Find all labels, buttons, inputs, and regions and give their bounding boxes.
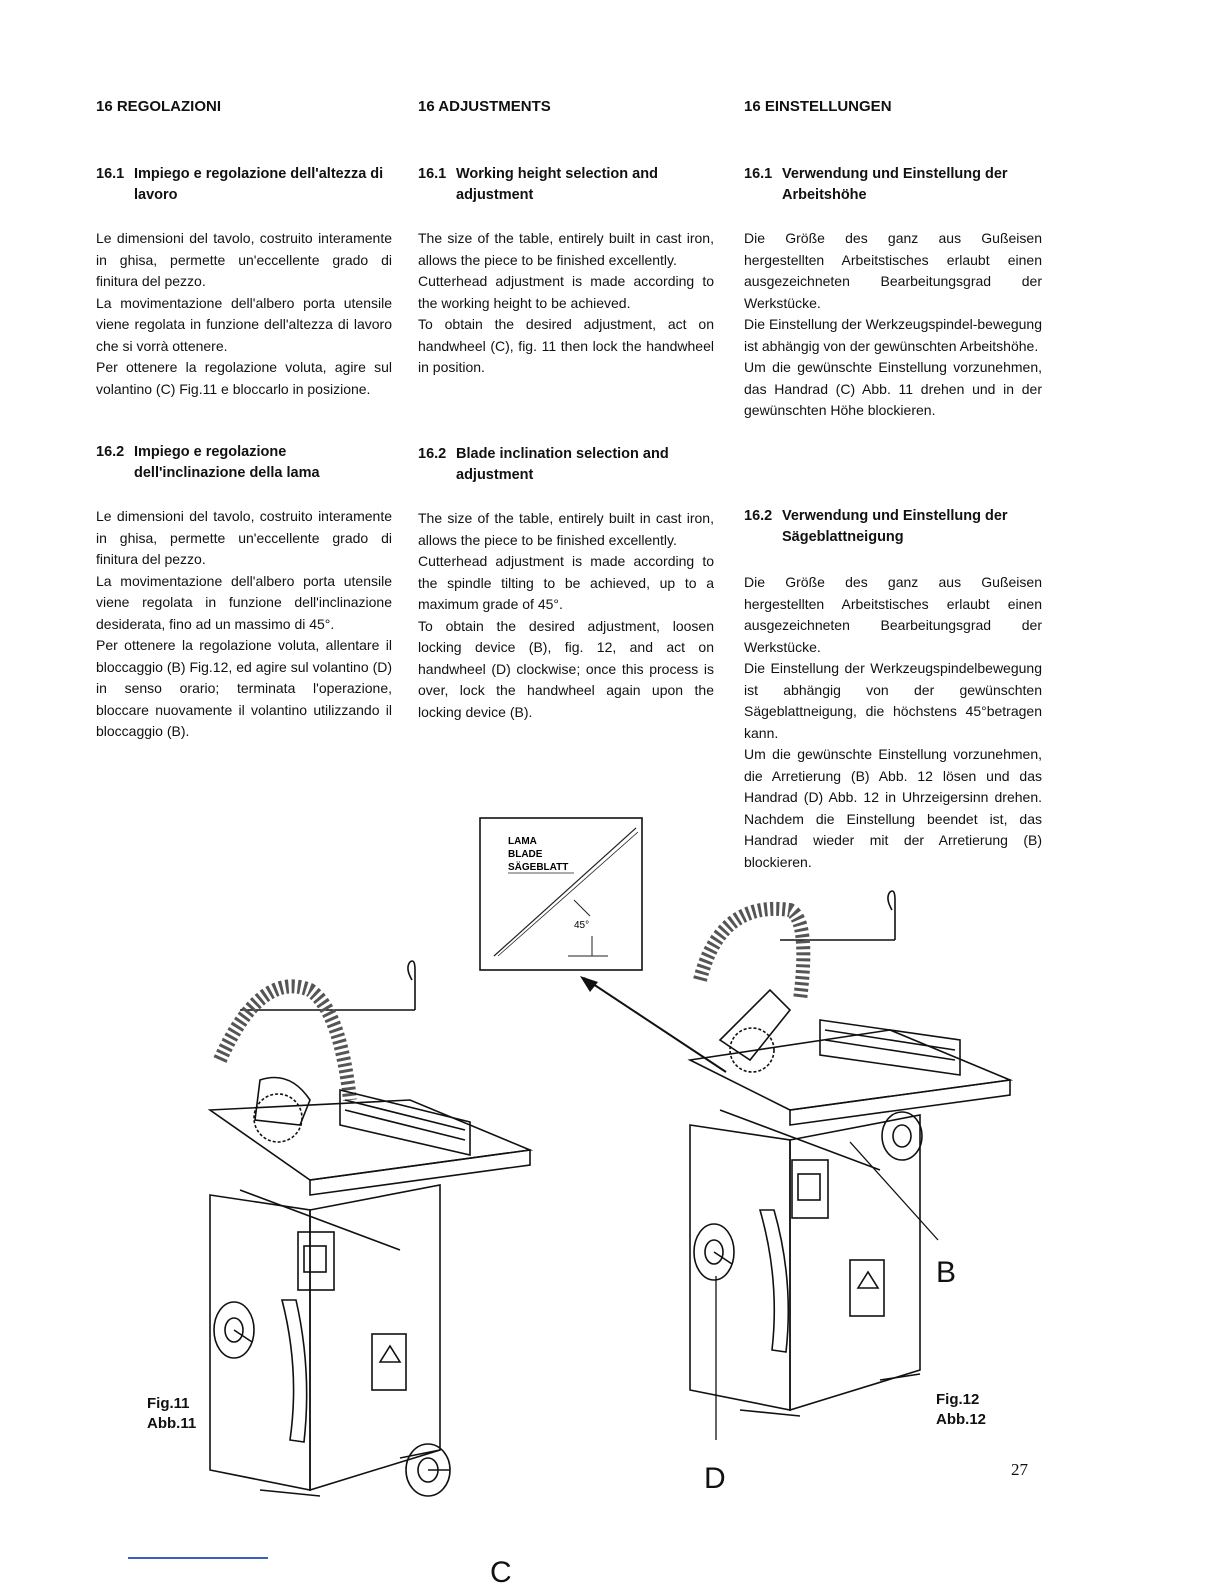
inset-label-blade: BLADE <box>508 849 543 860</box>
paragraph: To obtain the desired adjustment, act on handwheel (C), fig. 11 then lock the handwheel in position. <box>418 316 714 375</box>
inset-label-saegeblatt: SÄGEBLATT <box>508 862 569 873</box>
german-column <box>744 98 1042 870</box>
subsection-title: Verwendung und Einstellung der Arbeitshöhe <box>782 166 1008 203</box>
subsection-16-2 <box>744 506 1042 548</box>
subsection-16-2-body <box>418 508 714 723</box>
paragraph: Per ottenere la regolazione voluta, agire sul volantino (C) Fig.11 e bloccarlo in posizione. <box>96 359 392 397</box>
paragraph: The size of the table, entirely built in cast iron, allows the piece to be finished excellently. <box>418 230 714 268</box>
subsection-16-1-body <box>418 228 714 379</box>
subsection-number: 16.1 <box>744 166 773 182</box>
footer-divider <box>128 1557 268 1559</box>
fig12-caption-line1: Fig.12 <box>936 1391 980 1408</box>
section-heading: 16 REGOLAZIONI <box>96 98 222 115</box>
paragraph: Die Größe des ganz aus Gußeisen hergestellten Arbeitstisches erlaubt einen ausgezeichneten Bearbeitungsgrad der Werkstücke. <box>744 574 1042 655</box>
fig11-caption-line1: Fig.11 <box>147 1395 190 1412</box>
paragraph: Um die gewünschte Einstellung vorzunehmen, die Arretierung (B) Abb. 12 lösen und das Handrad (D) Abb. 12 in Uhrzeigersinn drehen. Nachdem die Einstellung beendet ist, das Handrad wieder mit der Arretierung (B) blockieren. <box>744 746 1042 870</box>
subsection-number: 16.2 <box>418 446 447 462</box>
subsection-title: Impiego e regolazione dell'altezza di lavoro <box>134 166 384 203</box>
paragraph: Le dimensioni del tavolo, costruito interamente in ghisa, permette un'eccellente grado di finitura del pezzo. <box>96 230 392 289</box>
paragraph: La movimentazione dell'albero porta utensile viene regolata in funzione dell'inclinazione desiderata, fino ad un massimo di 45°. <box>96 572 392 632</box>
paragraph: Die Einstellung der Werkzeugspindel-bewegung ist abhängig von der gewünschten Arbeitshöhe. <box>744 316 1042 354</box>
subsection-title: Working height selection and adjustment <box>456 166 658 203</box>
paragraph: Die Größe des ganz aus Gußeisen hergestellten Arbeitstisches erlaubt einen ausgezeichneten Bearbeitungsgrad der Werkstücke. <box>744 230 1042 311</box>
inset-angle-label: 45° <box>574 920 590 931</box>
subsection-title: Verwendung und Einstellung der Sägeblattneigung <box>782 508 1008 545</box>
italian-column <box>96 98 392 739</box>
inset-label-lama: LAMA <box>508 836 537 847</box>
subsection-title: Blade inclination selection and adjustment <box>456 446 669 483</box>
fig11-caption-line2: Abb.11 <box>147 1415 197 1432</box>
subsection-16-1 <box>418 164 714 206</box>
callout-c-leader <box>420 1510 421 1511</box>
section-heading: 16 ADJUSTMENTS <box>418 98 551 115</box>
callout-d-label: D <box>704 1462 726 1495</box>
subsection-16-1-body <box>96 228 392 400</box>
paragraph: La movimentazione dell'albero porta utensile viene regolata in funzione dell'altezza di lavoro che si vorrà ottenere. <box>96 294 392 354</box>
subsection-number: 16.2 <box>96 444 125 460</box>
section-heading: 16 EINSTELLUNGEN <box>744 98 892 115</box>
callout-b-label: B <box>936 1256 957 1289</box>
fig11-table-saw-illustration <box>200 950 540 1510</box>
fig12-caption-line2: Abb.12 <box>936 1411 987 1428</box>
callout-c-label: C <box>490 1556 512 1589</box>
paragraph: Um die gewünschte Einstellung vorzunehmen, das Handrad (C) Abb. 11 drehen und in der gewünschten Höhe blockieren. <box>744 359 1042 418</box>
subsection-16-1-body <box>744 228 1042 422</box>
subsection-16-1 <box>744 164 1042 206</box>
paragraph: Cutterhead adjustment is made according to the working height to be achieved. <box>418 273 714 311</box>
fig12-caption <box>936 1390 986 1430</box>
subsection-16-2-body <box>96 506 392 743</box>
fig11-caption <box>147 1394 196 1434</box>
subsection-number: 16.1 <box>418 166 447 182</box>
subsection-number: 16.1 <box>96 166 125 182</box>
paragraph: To obtain the desired adjustment, loosen locking device (B), fig. 12, and act on handwheel (D) clockwise; once this process is over, lock the handwheel again upon the locking device (B). <box>418 617 714 720</box>
paragraph: Le dimensioni del tavolo, costruito interamente in ghisa, permette un'eccellente grado di finitura del pezzo. <box>96 508 392 567</box>
subsection-title: Impiego e regolazione dell'inclinazione della lama <box>134 444 320 481</box>
paragraph: Cutterhead adjustment is made according to the spindle tilting to be achieved, up to a maximum grade of 45°. <box>418 553 714 612</box>
subsection-number: 16.2 <box>744 508 773 524</box>
subsection-16-2 <box>96 442 392 484</box>
subsection-16-2 <box>418 444 714 486</box>
paragraph: Per ottenere la regolazione voluta, allentare il bloccaggio (B) Fig.12, ed agire sul volantino (D) in senso orario; terminata l'operazione, bloccare nuovamente il volantino utilizzando il bloccaggio (B). <box>96 637 392 739</box>
page-number: 27 <box>1011 1460 1028 1479</box>
subsection-16-1 <box>96 164 392 206</box>
english-column <box>418 98 714 720</box>
subsection-16-2-body <box>744 572 1042 873</box>
paragraph: Die Einstellung der Werkzeugspindelbewegung ist abhängig von der gewünschten Sägeblattneigung, die höchstens 45°betragen kann. <box>744 660 1042 741</box>
paragraph: The size of the table, entirely built in cast iron, allows the piece to be finished excellently. <box>418 510 714 548</box>
blade-angle-inset <box>478 816 644 972</box>
fig12-table-saw-illustration <box>680 880 1020 1440</box>
